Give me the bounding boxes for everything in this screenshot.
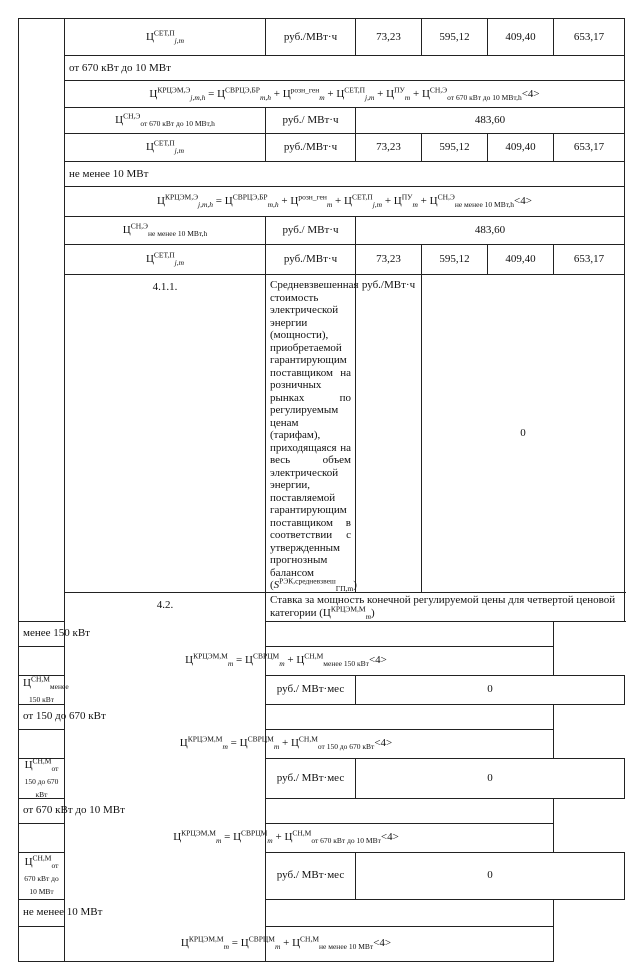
empty-number-cell — [19, 19, 65, 622]
sub: от 670 кВт до 10 МВт,h — [140, 119, 215, 129]
sub: не менее 10 МВт,h — [454, 200, 515, 210]
table-row — [19, 798, 625, 823]
unit-cell: руб./МВт·ч — [266, 19, 356, 56]
t: Ц — [122, 224, 131, 236]
value-cell: 409,40 — [488, 19, 554, 56]
sub: m,h — [267, 200, 279, 210]
t: Ц — [239, 737, 248, 749]
sub: m — [319, 92, 325, 102]
symbol-cell — [65, 108, 266, 134]
sup: ПУ — [401, 192, 413, 202]
value-cell: 73,23 — [356, 19, 422, 56]
value-cell: 73,23 — [356, 134, 422, 162]
section-title: Ставка за мощность конечной регулируемой цены для четвертой ценовой категории $(Ц^{КРЦЭМ,М}_m)$ — [266, 592, 625, 621]
symbol-cell — [65, 19, 266, 56]
t: Ц — [240, 937, 249, 949]
unit-cell: руб./ МВт·ч — [266, 217, 356, 245]
value-cell: 409,40 — [488, 134, 554, 162]
symbol-cell — [19, 852, 65, 899]
value-cell: 73,23 — [356, 245, 422, 275]
note: <4> — [380, 831, 399, 843]
t: Ц — [322, 606, 331, 619]
table-row — [19, 56, 625, 81]
sup: КРЦЭМ,Э — [157, 84, 191, 94]
section-number: 4.1.1. — [65, 275, 266, 593]
range-label: от 670 кВт до 10 МВт — [19, 798, 554, 823]
table-row — [19, 162, 625, 187]
t: Ц — [173, 831, 182, 843]
tariff-table — [18, 18, 625, 962]
unit-cell: руб./МВт·ч — [356, 275, 422, 593]
sub: j,m — [372, 200, 383, 210]
sub: j,m — [174, 35, 185, 45]
symbol-cell — [19, 673, 69, 704]
sup: СВРЦМ — [241, 828, 268, 838]
t: Ц — [149, 87, 158, 100]
t: Ц — [284, 831, 293, 843]
sub: m — [215, 836, 222, 846]
table-row — [19, 275, 625, 593]
t: Ц — [157, 195, 165, 207]
t: Ц — [224, 195, 233, 207]
value-cell: 653,17 — [554, 245, 625, 275]
t: Ц — [296, 654, 305, 666]
symbol-cell — [19, 755, 65, 799]
formula-power-10: $Ц^{КРЦЭМ,М}_m = Ц^{СВРЦМ}_m + Ц^{СН,М}_{не менее 10 МВт}<4>$ — [19, 926, 554, 961]
t: Ц — [336, 87, 345, 100]
unit-cell: руб./ МВт·мес — [266, 852, 356, 899]
sub: m — [273, 742, 280, 752]
desc-text: Средневзвешенная стоимость электрической энергии (мощности), приобретаемой гарантирующим поставщиком на розничных рынках по регулируемым ценам (тарифам), приходящаяся на весь объем электрической энергии, поставляемой гарантирующим поставщиком в соответствии с утвержденным прогнозным балансом ( — [270, 279, 359, 591]
t: Ц — [185, 654, 194, 666]
value-cell: 483,60 — [356, 217, 625, 245]
t: Ц — [393, 195, 402, 207]
sub: не менее 10 МВт — [319, 942, 374, 952]
sub: j,m,h — [190, 92, 206, 102]
sub: m — [412, 200, 418, 210]
unit-cell: руб./ МВт·мес — [266, 675, 356, 704]
sub: j,m — [174, 258, 185, 268]
t: Ц — [217, 87, 226, 100]
sub: от 670 кВт до 10 МВт — [24, 861, 59, 897]
sub: m — [274, 942, 281, 952]
table-row — [19, 19, 625, 56]
t: Ц — [290, 737, 299, 749]
sup: СЕТ,П — [153, 138, 175, 148]
table-row — [19, 926, 625, 961]
note: <4> — [374, 737, 393, 749]
value-cell: 595,12 — [422, 134, 488, 162]
note: <4> — [514, 195, 532, 207]
sub: j,m — [174, 146, 185, 156]
sup: СВРЦМ — [252, 651, 280, 661]
t: Ц — [292, 937, 301, 949]
table-row — [19, 187, 625, 217]
sub: от 150 до 670 кВт — [317, 742, 375, 752]
sub: от 670 кВт до 10 МВт — [311, 836, 381, 846]
sup: СН,М — [300, 934, 320, 944]
t: Ц — [23, 676, 31, 689]
value-cell: 483,60 — [356, 108, 625, 134]
table-row — [19, 217, 625, 245]
sup: СЕТ,П — [344, 84, 366, 94]
sup: розн_ген — [290, 84, 320, 94]
t: Ц — [282, 87, 291, 100]
t: Ц — [180, 937, 189, 949]
t: Ц — [344, 195, 352, 207]
sup: СН,М — [292, 828, 312, 838]
symbol-cell — [65, 245, 266, 275]
sup: СВРЦМ — [247, 734, 274, 744]
sup: КРЦЭМ,Э — [164, 192, 199, 202]
sup: СВРЦМ — [248, 934, 275, 944]
table-row — [19, 108, 625, 134]
value-cell: 0 — [356, 852, 625, 899]
range-label: не менее 10 МВт — [65, 162, 625, 187]
value-cell: 653,17 — [554, 134, 625, 162]
sub: от 670 кВт до 10 МВт,h — [447, 92, 522, 102]
value-cell: 653,17 — [554, 19, 625, 56]
t: Ц — [145, 253, 154, 265]
value-cell: 595,12 — [422, 19, 488, 56]
formula-power-150-670: $Ц^{КРЦЭМ,М}_m = Ц^{СВРЦМ}_m + Ц^{СН,М}_{от 150 до 670 кВт}<4>$ — [19, 729, 554, 758]
value-cell: 595,12 — [422, 245, 488, 275]
range-label: менее 150 кВт — [19, 621, 554, 646]
sub: m — [326, 200, 333, 210]
table-row — [19, 899, 625, 926]
sup: СЕТ,П — [351, 192, 373, 202]
table-row — [19, 134, 625, 162]
note: <4> — [521, 87, 540, 100]
table-row — [19, 245, 625, 275]
sub: m — [279, 659, 285, 669]
sub: j,m,h — [198, 200, 214, 210]
sup: РЭК,средневзвеш — [279, 576, 336, 586]
table-row — [19, 81, 625, 108]
sub: m — [223, 942, 230, 952]
sup: СН,М — [304, 651, 324, 661]
table-row — [19, 592, 625, 621]
sup: СВРЦЭ,БР — [232, 192, 268, 202]
sub: менее 150 кВт — [28, 681, 69, 704]
sup: КРЦЭМ,М — [193, 651, 228, 661]
value-cell: 0 — [422, 275, 625, 593]
sup: СЕТ,П — [153, 27, 175, 37]
table-row — [19, 704, 625, 729]
t: Ц — [244, 654, 253, 666]
sup: КРЦЭМ,М — [330, 603, 366, 613]
t: Ц — [429, 195, 438, 207]
sub: не менее 10 МВт,h — [147, 229, 208, 239]
value-cell: 0 — [356, 758, 625, 798]
section-description: Средневзвешенная стоимость электрической энергии (мощности), приобретаемой гарантирующим поставщиком на розничных рынках по регулируемым ценам (тарифам), приходящаяся на весь объем электрической энергии, поставляемой гарантирующим поставщиком в соответствии с утвержденным прогнозным балансом $(S^{РЭК,средневзвеш}_{ГП,m})$ — [266, 275, 356, 593]
sub: m — [267, 836, 273, 846]
sub: m — [365, 611, 372, 621]
sup: розн_ген — [298, 192, 327, 202]
symbol-c: Ц — [145, 30, 154, 43]
sup: СН,Э — [429, 84, 448, 94]
table-row — [19, 646, 625, 675]
range-label: не менее 10 МВт — [19, 899, 554, 926]
formula-energy-10: $Ц^{КРЦЭМ,Э}_{j,m,h} = Ц^{СВРЦЭ,БР}_{m,h} + Ц^{розн\_ген}_m + Ц^{СЕТ,П}_{j,m} + Ц^{ПУ}_m + Ц^{СН,Э}_{не менее 10 МВт,h}<4>$ — [65, 187, 625, 217]
sup: ПУ — [394, 84, 405, 94]
t: Ц — [145, 141, 154, 153]
t: Ц — [421, 87, 430, 100]
sup: СН,М — [32, 853, 52, 863]
unit-cell: руб./ МВт·ч — [266, 108, 356, 134]
sup: СН,Э — [437, 192, 455, 202]
sup: СН,Э — [130, 221, 148, 231]
sub: m,h — [259, 92, 271, 102]
t: Ц — [115, 114, 124, 126]
sub: m — [404, 92, 411, 102]
range-label: от 670 кВт до 10 МВт — [65, 56, 625, 81]
t: Ц — [233, 831, 242, 843]
section-number: 4.2. — [65, 592, 266, 961]
value-cell: 0 — [356, 675, 625, 704]
symbol-cell — [65, 134, 266, 162]
t: Ц — [290, 195, 299, 207]
formula-power-150: $Ц^{КРЦЭМ,М}_m = Ц^{СВРЦМ}_m + Ц^{СН,М}_{менее 150 кВт}<4>$ — [19, 646, 554, 675]
note: <4> — [373, 937, 392, 949]
sub: m — [222, 742, 228, 752]
formula-power-670-10: $Ц^{КРЦЭМ,М}_m = Ц^{СВРЦМ}_m + Ц^{СН,М}_{от 670 кВт до 10 МВт}<4>$ — [19, 823, 554, 852]
title-text: Ставка за мощность конечной регулируемой цены для четвертой ценовой категории ( — [270, 593, 616, 619]
unit-cell: руб./МВт·ч — [266, 245, 356, 275]
sup: СН,М — [32, 755, 52, 765]
sub: j,m — [365, 92, 375, 102]
t: Ц — [386, 87, 395, 100]
t: Ц — [24, 856, 33, 868]
note: <4> — [368, 654, 387, 666]
sup: КРЦЭМ,М — [188, 934, 224, 944]
sup: СВРЦЭ,БР — [225, 84, 260, 94]
range-label: от 150 до 670 кВт — [19, 704, 554, 729]
sup: СЕТ,П — [153, 250, 175, 260]
unit-cell: руб./МВт·ч — [266, 134, 356, 162]
sup: СН,М — [298, 734, 318, 744]
table-row — [19, 729, 625, 758]
t: Ц — [179, 737, 188, 749]
formula-energy-670-10: $Ц^{КРЦЭМ,Э}_{j,m,h} = Ц^{СВРЦЭ,БР}_{m,h} + Ц^{розн\_ген}_m + Ц^{СЕТ,П}_{j,m} + Ц^{ПУ}_m + Ц^{СН,Э}_{от 670 кВт до 10 МВт,h}<4>$ — [65, 81, 625, 108]
sub: m — [227, 659, 234, 669]
table-row — [19, 621, 625, 646]
sup: СН,Э — [123, 111, 141, 121]
sup: СН,М — [30, 673, 50, 683]
value-cell: 409,40 — [488, 245, 554, 275]
t: S — [273, 579, 280, 591]
sub: менее 150 кВт — [323, 659, 369, 669]
t: Ц — [24, 758, 33, 771]
table-row — [19, 823, 625, 852]
sub: ГП,m — [335, 584, 354, 594]
sup: КРЦЭМ,М — [181, 828, 216, 838]
unit-cell: руб./ МВт·мес — [266, 758, 356, 798]
sub: от 150 до 670 кВт — [24, 763, 59, 799]
symbol-cell — [65, 217, 266, 245]
sup: КРЦЭМ,М — [187, 734, 223, 744]
